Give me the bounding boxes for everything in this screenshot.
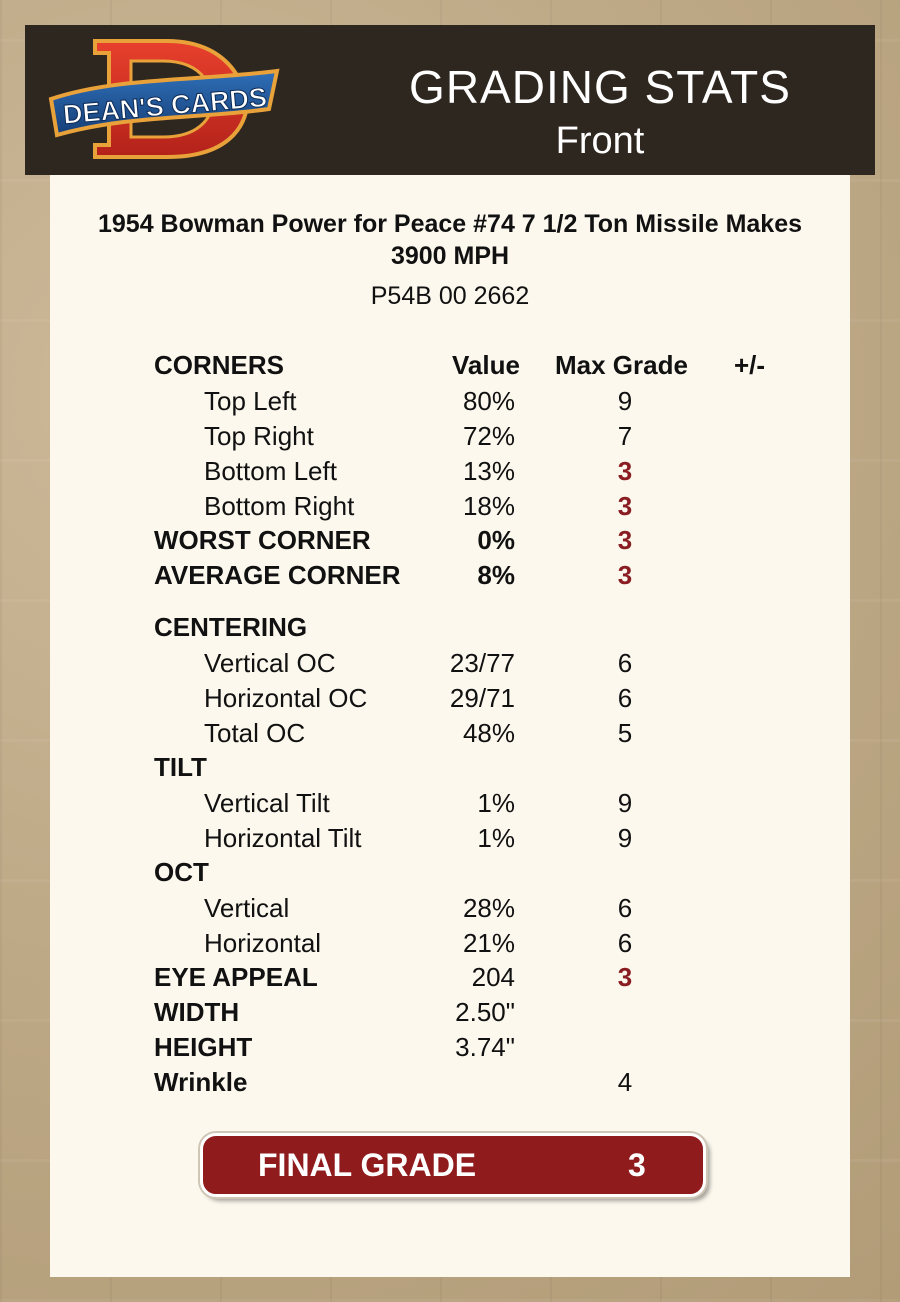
page-subtitle: Front xyxy=(555,120,645,162)
row-label: Vertical OC xyxy=(204,648,336,678)
table-row xyxy=(50,525,850,560)
row-max-grade: 3 xyxy=(617,560,633,590)
row-max-grade: 9 xyxy=(617,823,633,853)
cert-number: P54B 00 2662 xyxy=(370,282,530,310)
table-row xyxy=(50,962,850,997)
row-label: AVERAGE CORNER xyxy=(154,560,401,590)
deans-cards-logo xyxy=(47,37,282,162)
row-label: Bottom Right xyxy=(204,491,355,521)
row-value: 80% xyxy=(462,386,515,416)
header-bar xyxy=(25,25,875,175)
table-row xyxy=(50,648,850,683)
table-row xyxy=(50,683,850,718)
row-value: 2.50" xyxy=(455,997,515,1027)
row-label: Horizontal Tilt xyxy=(204,823,362,853)
table-row xyxy=(50,421,850,456)
table-row xyxy=(50,1067,850,1102)
row-value: 204 xyxy=(471,962,515,992)
final-grade-banner xyxy=(200,1133,706,1197)
row-value: 23/77 xyxy=(449,648,515,678)
row-label: WORST CORNER xyxy=(154,525,371,555)
section-heading xyxy=(50,612,850,647)
row-value: 13% xyxy=(462,456,515,486)
plus-minus-column-header: +/- xyxy=(734,350,766,380)
row-value: 0% xyxy=(477,525,515,555)
row-max-grade: 6 xyxy=(617,893,633,923)
row-max-grade: 6 xyxy=(617,648,633,678)
table-row xyxy=(50,491,850,526)
section-heading xyxy=(50,857,850,892)
row-label: WIDTH xyxy=(154,997,240,1027)
row-value: 48% xyxy=(462,718,515,748)
row-label: HEIGHT xyxy=(154,1032,253,1062)
corners-heading: CORNERS xyxy=(154,350,285,380)
row-label: Top Left xyxy=(204,386,297,416)
row-label: Bottom Left xyxy=(204,456,337,486)
row-label: Top Right xyxy=(204,421,314,451)
row-label: CENTERING xyxy=(154,612,308,642)
row-max-grade: 9 xyxy=(617,788,633,818)
card-name: 1954 Bowman Power for Peace #74 7 1/2 Ton Missile Makes 3900 MPH xyxy=(97,210,803,270)
final-grade-label: FINAL GRADE xyxy=(258,1147,477,1183)
table-row xyxy=(50,386,850,421)
table-row xyxy=(50,718,850,753)
table-row xyxy=(50,823,850,858)
value-column-header: Value xyxy=(452,350,520,380)
row-max-grade: 4 xyxy=(617,1067,633,1097)
row-label: Horizontal OC xyxy=(204,683,368,713)
row-label: Vertical xyxy=(204,893,290,923)
row-label: Wrinkle xyxy=(154,1067,248,1097)
final-grade-value: 3 xyxy=(628,1147,646,1183)
row-label: EYE APPEAL xyxy=(154,962,318,992)
row-value: 18% xyxy=(462,491,515,521)
table-row xyxy=(50,788,850,823)
row-value: 21% xyxy=(462,928,515,958)
row-value: 72% xyxy=(462,421,515,451)
row-label: Vertical Tilt xyxy=(204,788,330,818)
table-row xyxy=(50,456,850,491)
row-value: 29/71 xyxy=(449,683,515,713)
row-label: TILT xyxy=(154,752,207,782)
row-max-grade: 3 xyxy=(617,456,633,486)
page-title: GRADING STATS xyxy=(409,61,791,113)
row-value: 3.74" xyxy=(455,1032,515,1062)
row-max-grade: 3 xyxy=(617,525,633,555)
table-row xyxy=(50,928,850,963)
stats-panel xyxy=(50,175,850,1277)
max-grade-column-header: Max Grade xyxy=(555,350,688,380)
row-label: Horizontal xyxy=(204,928,322,958)
row-max-grade: 6 xyxy=(617,928,633,958)
row-max-grade: 3 xyxy=(617,491,633,521)
row-value: 28% xyxy=(462,893,515,923)
table-row xyxy=(50,997,850,1032)
row-label: Total OC xyxy=(204,718,306,748)
row-value: 8% xyxy=(477,560,515,590)
table-row xyxy=(50,1032,850,1067)
table-row xyxy=(50,560,850,595)
row-max-grade: 7 xyxy=(617,421,633,451)
row-max-grade: 9 xyxy=(617,386,633,416)
table-header xyxy=(50,350,850,385)
row-label: OCT xyxy=(154,857,209,887)
row-value: 1% xyxy=(477,788,515,818)
row-max-grade: 3 xyxy=(617,962,633,992)
row-max-grade: 5 xyxy=(617,718,633,748)
row-max-grade: 6 xyxy=(617,683,633,713)
logo-text: DEAN'S CARDS xyxy=(61,82,269,130)
row-value: 1% xyxy=(477,823,515,853)
section-heading xyxy=(50,752,850,787)
table-row xyxy=(50,893,850,928)
